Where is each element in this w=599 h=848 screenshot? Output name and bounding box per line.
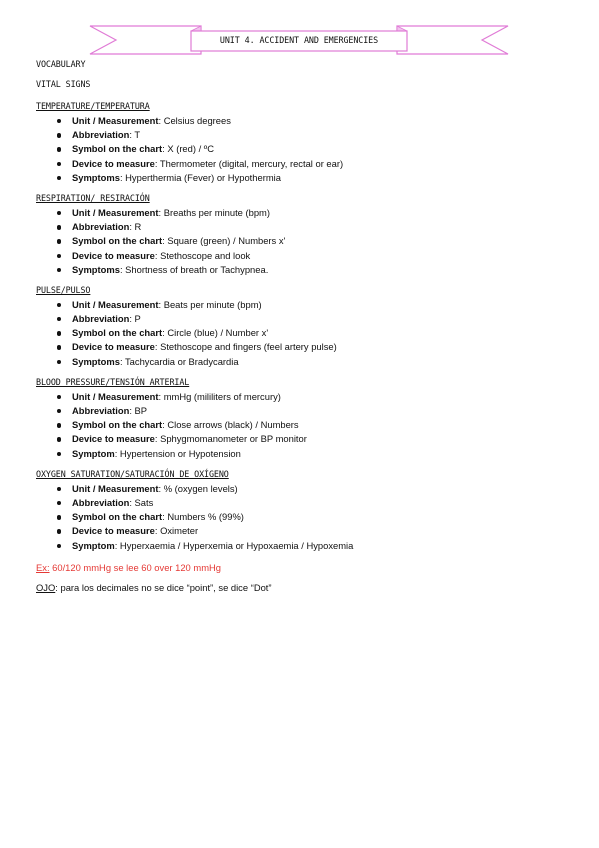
item-label: Abbreviation xyxy=(72,496,130,508)
blood-pressure-example xyxy=(36,560,576,580)
vital-signs-sections xyxy=(36,100,576,553)
list-item xyxy=(36,298,576,312)
item-label: Symbol on the chart xyxy=(72,327,163,339)
bullet-list xyxy=(36,114,576,185)
item-value: : Close arrows (black) / Numbers xyxy=(162,419,299,431)
section-heading: PULSE/PULSO xyxy=(36,284,91,295)
list-item xyxy=(36,326,576,340)
list-item xyxy=(36,263,576,277)
section-heading: OXYGEN SATURATION/SATURACIÓN DE OXÍGENO xyxy=(36,468,229,479)
list-item xyxy=(36,220,576,234)
item-label: Symbol on the chart xyxy=(72,143,163,155)
list-item xyxy=(36,128,576,142)
title-banner xyxy=(88,24,510,56)
example-text: 60/120 mmHg se lee 60 over 120 mmHg xyxy=(49,561,221,573)
item-value: : Numbers % (99%) xyxy=(162,511,244,523)
list-item xyxy=(36,355,576,369)
bullet-list xyxy=(36,390,576,461)
example-prefix: Ex: xyxy=(36,561,50,573)
section-heading: RESPIRATION/ RESIRACIÓN xyxy=(36,192,150,203)
list-item xyxy=(36,249,576,263)
bullet-list xyxy=(36,298,576,369)
item-label: Device to measure xyxy=(72,157,155,169)
item-label: Symptom xyxy=(72,447,115,459)
bullet-list xyxy=(36,206,576,277)
item-label: Symbol on the chart xyxy=(72,419,163,431)
list-item xyxy=(36,482,576,496)
item-label: Device to measure xyxy=(72,525,155,537)
list-item xyxy=(36,206,576,220)
item-value: : Breaths per minute (bpm) xyxy=(158,206,270,218)
item-label: Symptoms xyxy=(72,263,120,275)
list-item xyxy=(36,524,576,538)
note-prefix: OJO xyxy=(36,581,56,593)
banner-title: UNIT 4. ACCIDENT AND EMERGENCIES xyxy=(219,35,379,45)
item-label: Unit / Measurement xyxy=(72,206,159,218)
note-text: : para los decimales no se dice “point”, se dice “Dot” xyxy=(55,581,272,593)
item-value: : Stethoscope and look xyxy=(154,249,251,261)
list-item xyxy=(36,390,576,404)
item-value: : Oximeter xyxy=(154,525,199,537)
item-value: : P xyxy=(129,313,141,325)
item-value: : Square (green) / Numbers x' xyxy=(162,235,286,247)
list-item xyxy=(36,142,576,156)
list-item xyxy=(36,404,576,418)
list-item xyxy=(36,340,576,354)
section-heading: TEMPERATURE/TEMPERATURA xyxy=(36,101,150,111)
vital-signs-heading: VITAL SIGNS xyxy=(36,79,91,89)
item-value: : Sats xyxy=(129,496,154,508)
list-item xyxy=(36,114,576,128)
item-label: Symptoms xyxy=(72,355,120,367)
decimal-note xyxy=(36,580,576,596)
item-value: : Tachycardia or Bradycardia xyxy=(119,355,239,367)
item-label: Device to measure xyxy=(72,249,155,261)
item-label: Device to measure xyxy=(72,433,155,445)
section-heading: BLOOD PRESSURE/TENSIÓN ARTERIAL xyxy=(36,376,190,387)
item-label: Abbreviation xyxy=(72,129,130,141)
list-item xyxy=(36,171,576,185)
list-item xyxy=(36,432,576,446)
item-label: Unit / Measurement xyxy=(72,298,159,310)
item-value: : Hypertension or Hypotension xyxy=(114,447,241,459)
item-label: Unit / Measurement xyxy=(72,482,159,494)
item-label: Unit / Measurement xyxy=(72,115,159,126)
list-item xyxy=(36,418,576,432)
item-label: Abbreviation xyxy=(72,221,130,233)
list-item xyxy=(36,234,576,248)
item-value: : X (red) / ºC xyxy=(162,143,214,155)
item-value: : Celsius degrees xyxy=(158,115,231,126)
list-item xyxy=(36,539,576,553)
item-label: Device to measure xyxy=(72,341,155,353)
item-value: : BP xyxy=(129,405,148,416)
item-value: : Beats per minute (bpm) xyxy=(158,298,262,310)
item-value: : Circle (blue) / Number x' xyxy=(162,327,269,339)
vocabulary-heading: VOCABULARY xyxy=(36,59,86,69)
item-value: : Hyperxaemia / Hyperxemia or Hypoxaemia / Hypoxemia xyxy=(114,539,354,551)
list-item xyxy=(36,510,576,524)
item-label: Symbol on the chart xyxy=(72,235,163,247)
list-item xyxy=(36,496,576,510)
item-value: : Stethoscope and fingers (feel artery pulse) xyxy=(154,341,337,353)
item-value: : T xyxy=(129,129,141,141)
item-label: Abbreviation xyxy=(72,313,130,325)
item-value: : R xyxy=(129,221,142,233)
item-value: : Shortness of breath or Tachypnea. xyxy=(119,263,269,275)
item-label: Symptoms xyxy=(72,171,120,183)
list-item xyxy=(36,312,576,326)
item-value: : Sphygmomanometer or BP monitor xyxy=(154,433,307,445)
item-label: Symptom xyxy=(72,539,115,551)
item-value: : % (oxygen levels) xyxy=(158,482,238,494)
bullet-list xyxy=(36,482,576,553)
list-item xyxy=(36,447,576,461)
item-value: : Hyperthermia (Fever) or Hypothermia xyxy=(119,171,281,183)
item-value: : Thermometer (digital, mercury, rectal or ear) xyxy=(154,157,344,169)
document-body xyxy=(36,58,576,596)
item-label: Unit / Measurement xyxy=(72,390,159,402)
item-label: Abbreviation xyxy=(72,405,130,416)
item-value: : mmHg (mililiters of mercury) xyxy=(158,390,281,402)
item-label: Symbol on the chart xyxy=(72,511,163,523)
list-item xyxy=(36,157,576,171)
